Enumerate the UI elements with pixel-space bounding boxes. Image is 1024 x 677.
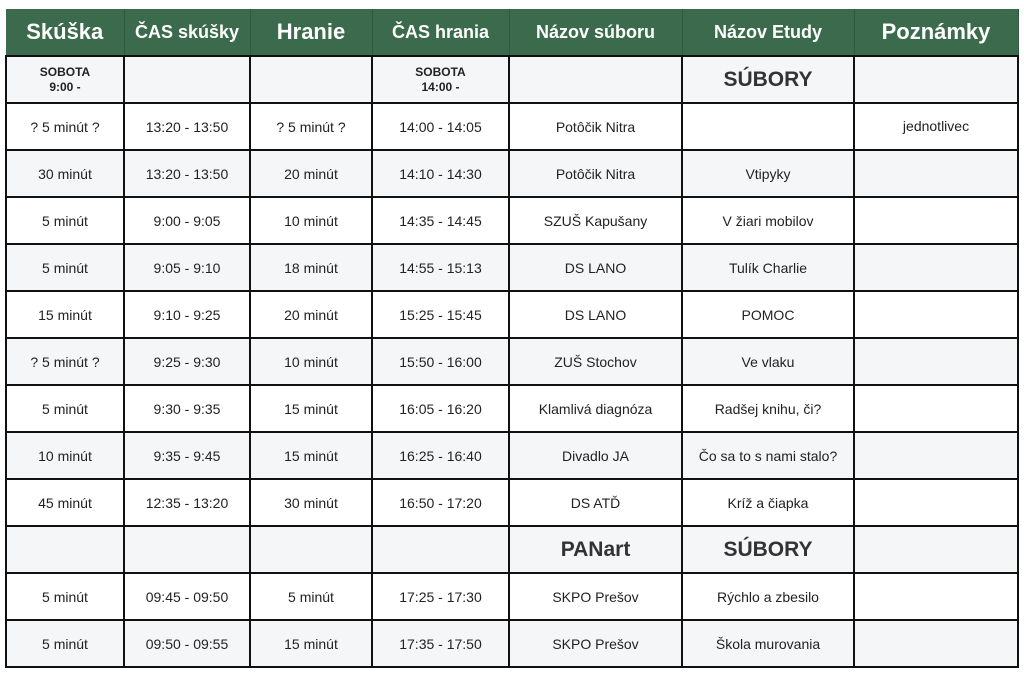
cell-cas-hrania[interactable]: 16:25 - 16:40 (372, 432, 509, 479)
cell-poznamky[interactable] (854, 385, 1018, 432)
cell-skuska[interactable]: 5 minút (6, 573, 124, 620)
cell-hranie[interactable]: ? 5 minút ? (250, 103, 372, 150)
table-row (6, 197, 1018, 244)
header-hranie: Hranie (250, 9, 372, 56)
cell-poznamky[interactable] (854, 479, 1018, 526)
cell-skuska[interactable]: 45 minút (6, 479, 124, 526)
cell-cas-hrania[interactable]: 14:10 - 14:30 (372, 150, 509, 197)
cell-empty[interactable] (250, 526, 372, 573)
cell-cas-hrania[interactable]: 17:25 - 17:30 (372, 573, 509, 620)
cell-etuda[interactable] (682, 103, 854, 150)
table-row (6, 103, 1018, 150)
cell-hranie[interactable]: 18 minút (250, 244, 372, 291)
cell-subor[interactable]: Potôčik Nitra (509, 103, 682, 150)
cell-etuda[interactable]: Kríž a čiapka (682, 479, 854, 526)
cell-cas-skusky[interactable]: 09:50 - 09:55 (124, 620, 250, 667)
table-row-sobota (6, 56, 1018, 103)
cell-hranie[interactable]: 30 minút (250, 479, 372, 526)
table-row (6, 150, 1018, 197)
cell-hranie[interactable]: 20 minút (250, 291, 372, 338)
table-header (6, 9, 1018, 56)
cell-subor[interactable]: ZUŠ Stochov (509, 338, 682, 385)
cell-poznamky[interactable] (854, 432, 1018, 479)
table-row (6, 385, 1018, 432)
cell-poznamky[interactable] (854, 150, 1018, 197)
cell-cas-skusky[interactable]: 9:00 - 9:05 (124, 197, 250, 244)
header-row (6, 9, 1018, 56)
cell-hranie[interactable]: 20 minút (250, 150, 372, 197)
cell-cas-skusky[interactable]: 13:20 - 13:50 (124, 150, 250, 197)
cell-cas-skusky[interactable]: 9:10 - 9:25 (124, 291, 250, 338)
cell-empty[interactable] (854, 526, 1018, 573)
cell-cas-hrania[interactable]: 14:55 - 15:13 (372, 244, 509, 291)
cell-cas-skusky[interactable]: 9:05 - 9:10 (124, 244, 250, 291)
cell-subor[interactable]: Potôčik Nitra (509, 150, 682, 197)
cell-hranie[interactable]: 15 minút (250, 385, 372, 432)
cell-subor[interactable]: Divadlo JA (509, 432, 682, 479)
cell-skuska[interactable]: 10 minút (6, 432, 124, 479)
cell-etuda[interactable]: Rýchlo a zbesilo (682, 573, 854, 620)
cell-section-subory[interactable]: SÚBORY (682, 56, 854, 103)
cell-etuda[interactable]: Škola murovania (682, 620, 854, 667)
cell-poznamky[interactable] (854, 338, 1018, 385)
cell-cas-hrania[interactable]: 15:50 - 16:00 (372, 338, 509, 385)
cell-empty[interactable] (124, 526, 250, 573)
cell-section-panart[interactable]: PANart (509, 526, 682, 573)
header-poznamky: Poznámky (854, 9, 1018, 56)
cell-hranie[interactable]: 10 minút (250, 338, 372, 385)
cell-subor[interactable]: SKPO Prešov (509, 620, 682, 667)
cell-poznamky[interactable] (854, 244, 1018, 291)
cell-skuska[interactable]: 15 minút (6, 291, 124, 338)
cell-cas-skusky[interactable]: 12:35 - 13:20 (124, 479, 250, 526)
table-row (6, 338, 1018, 385)
header-nazov-suboru: Názov súboru (509, 9, 682, 56)
cell-cas-skusky[interactable]: 9:25 - 9:30 (124, 338, 250, 385)
cell-skuska[interactable]: 5 minút (6, 620, 124, 667)
cell-empty[interactable] (372, 526, 509, 573)
cell-subor[interactable]: SZUŠ Kapušany (509, 197, 682, 244)
cell-empty[interactable] (6, 526, 124, 573)
cell-poznamky[interactable] (854, 197, 1018, 244)
cell-subor[interactable]: DS LANO (509, 291, 682, 338)
header-cas-skusky: ČAS skúšky (124, 9, 250, 56)
cell-poznamky[interactable] (854, 573, 1018, 620)
cell-cas-hrania[interactable]: 16:05 - 16:20 (372, 385, 509, 432)
cell-etuda[interactable]: Radšej knihu, či? (682, 385, 854, 432)
cell-cas-skusky[interactable]: 09:45 - 09:50 (124, 573, 250, 620)
table-body (6, 56, 1018, 667)
cell-skuska[interactable]: 5 minút (6, 244, 124, 291)
table-row (6, 291, 1018, 338)
cell-skuska[interactable]: ? 5 minút ? (6, 103, 124, 150)
cell-cas-skusky[interactable]: 9:35 - 9:45 (124, 432, 250, 479)
cell-poznamky[interactable]: jednotlivec (854, 103, 1018, 150)
table-row-panart (6, 526, 1018, 573)
cell-subor[interactable]: Klamlivá diagnóza (509, 385, 682, 432)
header-skuska: Skúška (6, 9, 124, 56)
cell-empty[interactable] (509, 56, 682, 103)
cell-poznamky[interactable] (854, 291, 1018, 338)
table-row (6, 620, 1018, 667)
cell-hranie[interactable]: 15 minút (250, 620, 372, 667)
cell-skuska[interactable]: ? 5 minút ? (6, 338, 124, 385)
cell-section-subory-2[interactable]: SÚBORY (682, 526, 854, 573)
schedule-sheet (5, 9, 1017, 668)
cell-poznamky[interactable] (854, 620, 1018, 667)
cell-sobota-hranie[interactable] (372, 56, 509, 103)
cell-skuska[interactable]: 5 minút (6, 197, 124, 244)
cell-cas-skusky[interactable]: 9:30 - 9:35 (124, 385, 250, 432)
table-row (6, 244, 1018, 291)
cell-empty[interactable] (124, 56, 250, 103)
cell-sobota-skuska[interactable] (6, 56, 124, 103)
table-row (6, 432, 1018, 479)
cell-etuda[interactable]: Čo sa to s nami stalo? (682, 432, 854, 479)
sobota-skuska-text: SOBOTA 9:00 - (39, 64, 91, 94)
cell-cas-hrania[interactable]: 14:35 - 14:45 (372, 197, 509, 244)
header-nazov-etudy: Názov Etudy (682, 9, 854, 56)
schedule-table (5, 9, 1019, 668)
cell-empty[interactable] (250, 56, 372, 103)
cell-etuda[interactable]: POMOC (682, 291, 854, 338)
cell-etuda[interactable]: Tulík Charlie (682, 244, 854, 291)
cell-subor[interactable]: DS LANO (509, 244, 682, 291)
table-row (6, 479, 1018, 526)
cell-hranie[interactable]: 15 minút (250, 432, 372, 479)
cell-cas-skusky[interactable]: 13:20 - 13:50 (124, 103, 250, 150)
cell-skuska[interactable]: 30 minút (6, 150, 124, 197)
cell-hranie[interactable]: 10 minút (250, 197, 372, 244)
cell-cas-hrania[interactable]: 17:35 - 17:50 (372, 620, 509, 667)
cell-cas-hrania[interactable]: 16:50 - 17:20 (372, 479, 509, 526)
cell-subor[interactable]: SKPO Prešov (509, 573, 682, 620)
cell-cas-hrania[interactable]: 14:00 - 14:05 (372, 103, 509, 150)
cell-hranie[interactable]: 5 minút (250, 573, 372, 620)
cell-etuda[interactable]: Ve vlaku (682, 338, 854, 385)
header-cas-hrania: ČAS hrania (372, 9, 509, 56)
cell-etuda[interactable]: Vtipyky (682, 150, 854, 197)
cell-skuska[interactable]: 5 minút (6, 385, 124, 432)
cell-subor[interactable]: DS ATĎ (509, 479, 682, 526)
sobota-hranie-text: SOBOTA 14:00 - (415, 64, 466, 94)
cell-etuda[interactable]: V žiari mobilov (682, 197, 854, 244)
table-row (6, 573, 1018, 620)
cell-empty[interactable] (854, 56, 1018, 103)
cell-cas-hrania[interactable]: 15:25 - 15:45 (372, 291, 509, 338)
